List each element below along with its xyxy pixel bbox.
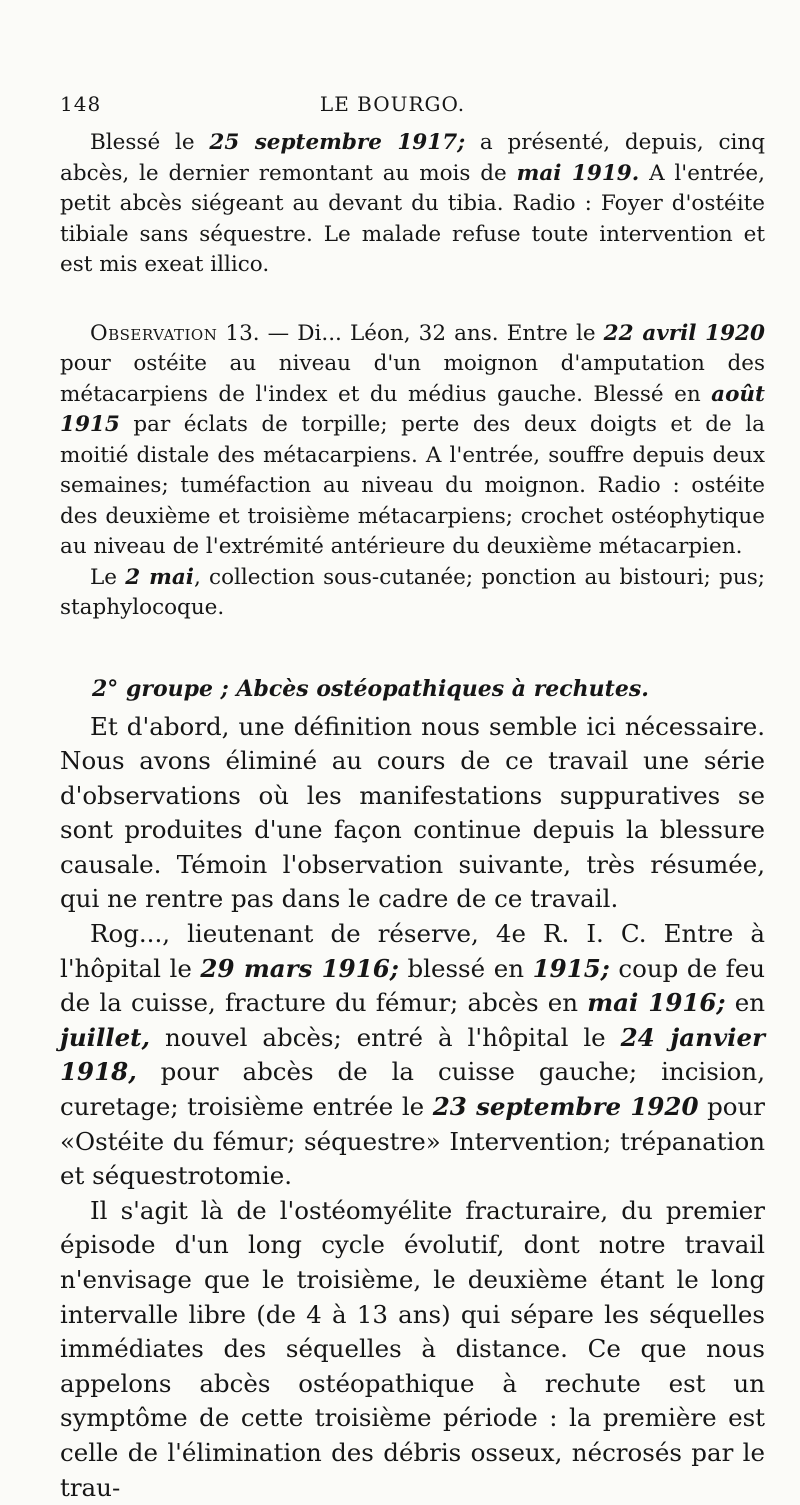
discussion-paragraph: Il s'agit là de l'ostéomyélite fracturaire, du premier épisode d'un long cycle évolutif, dont notre travail n'envisage que le troisième, le deuxième étant le long intervalle libre (de 4 à 13 ans) qui sépare les séquelles immédiates des séquelles à distance. Ce que nous appelons abcès ostéopathique à rechute est un symptôme de cette troisième période : la première est celle de l'élimination des débris osseux, nécrosés par le trau- [60, 1195, 765, 1502]
document-page [60, 92, 765, 1505]
spacer [60, 281, 765, 319]
page-number: 148 [60, 92, 102, 116]
observation-13: Observation 13. — Di... Léon, 32 ans. Entre le 22 avril 1920 pour ostéite au niveau d'un moignon d'amputation des métacarpiens de l'index et du médius gauche. Blessé en août 1915 par éclats de torpille; perte des deux doigts et de la moitié distale des métacarpiens. A l'entrée, souffre depuis deux semaines; tuméfaction au niveau du moignon. Radio : ostéite des deuxième et troisième métacarpiens; crochet ostéophytique au niveau de l'extrémité antérieure du deuxième métacarpien. [60, 320, 765, 559]
page-header [60, 92, 765, 128]
observation-label: Observation [90, 320, 218, 346]
observation-12-tail: Blessé le 25 septembre 1917; a présenté, depuis, cinq abcès, le dernier remontant au mois de mai 1919. A l'entrée, petit abcès siégeant au devant du tibia. Radio : Foyer d'ostéite tibiale sans séquestre. Le malade refuse toute intervention et est mis exeat illico. [60, 130, 766, 277]
example-observation: Rog..., lieutenant de réserve, 4e R. I. C. Entre à l'hôpital le 29 mars 1916; blessé en 1915; coup de feu de la cuisse, fracture du fémur; abcès en mai 1916; en juillet, nouvel abcès; entré à l'hôpital le 24 janvier 1918, pour abcès de la cuisse gauche; incision, curetage; troisième entrée le 23 septembre 1920 pour «Ostéite du fémur; séquestre» Intervention; trépanation et séquestrotomie. [60, 919, 766, 1191]
section-heading: 2° groupe ; Abcès ostéopathiques à rechutes. [92, 675, 649, 702]
definition-paragraph: Et d'abord, une définition nous semble ici nécessaire. Nous avons éliminé au cours de ce travail une série d'observations où les manifestations suppuratives se sont produites d'une façon continue depuis la blessure causale. Témoin l'observation suivante, très résumée, qui ne rentre pas dans le cadre de ce travail. [60, 711, 765, 914]
spacer [60, 624, 765, 672]
running-title: LE BOURGO. [319, 92, 466, 116]
observation-13-followup: Le 2 mai, collection sous-cutanée; ponction au bistouri; pus; staphylocoque. [60, 564, 765, 620]
